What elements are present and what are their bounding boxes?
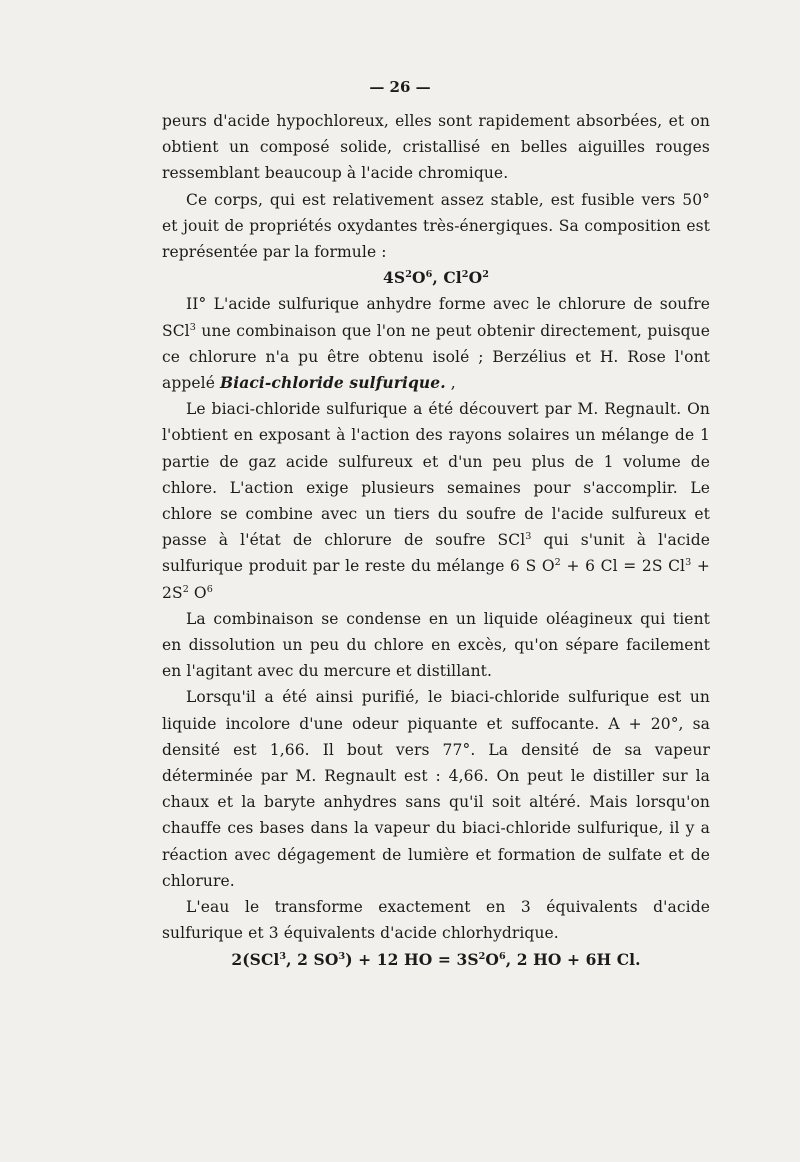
paragraph-7: L'eau le transforme exactement en 3 équivalents d'acide sulfurique et 3 équivalents d'acide chlorhydrique. bbox=[162, 898, 710, 943]
formula-2: 2(SCl$^3$, 2 $SO^3) + 12$ HO = $3S^2O^6$, 2 HO + 6H Cl. bbox=[231, 949, 641, 969]
paragraph-3: II° L'acide sulfurique anhydre forme avec le chlorure de soufre SCl$^3$ une combinaison que l'on ne peut obtenir directement, puisque ce chlorure n'a pu être obtenu isolé ; Berzélius et H. Rose l'ont appelé Biaci-chloride sulfurique. , bbox=[162, 295, 710, 393]
paragraph-4: Le biaci-chloride sulfurique a été découvert par M. Regnault. On l'obtient en exposant à l'action des rayons solaires un mélange de 1 partie de gaz acide sulfureux et d'un peu plus de 1 volume de chlore. L'action exige plusieurs semaines pour s'accomplir. Le chlore se combine avec un tiers du soufre de l'acide sulfureux et passe à l'état de chlorure de soufre SCl$^3$ qui s'unit à l'acide sulfurique produit par le reste du mélange 6 S $O^2 + 6$ Cl = 2S $Cl^3 + 2S^2$ $O^6$ bbox=[162, 400, 710, 602]
paragraph-5: La combinaison se condense en un liquide oléagineux qui tient en dissolution un peu du chlore en excès, qu'on sépare facilement en l'agitant avec du mercure et distillant. bbox=[162, 609, 710, 681]
paragraph-2: Ce corps, qui est relativement assez stable, est fusible vers 50° et jouit de propriétés oxydantes très-énergiques. Sa composition est représentée par la formule : bbox=[162, 190, 710, 262]
paragraph-1: peurs d'acide hypochloreux, elles sont rapidement absorbées, et on obtient un composé solide, cristallisé en belles aiguilles rouges ressemblant beaucoup à l'acide chromique. bbox=[162, 112, 710, 183]
page-number: — 26 — bbox=[369, 78, 431, 96]
paragraph-6: Lorsqu'il a été ainsi purifié, le biaci-chloride sulfurique est un liquide incolore d'une odeur piquante et suffocante. A + 20°, sa densité est 1,66. Il bout vers 77°. La densité de sa vapeur déterminée par M. Regnault est : 4,66. On peut le distiller sur la chaux et la baryte anhydres sans qu'il soit altéré. Mais lorsqu'on chauffe ces bases dans la vapeur du biaci-chloride sulfurique, il y a réaction avec dégagement de lumière et formation de sulfate et de chlorure. bbox=[162, 688, 710, 890]
body-text bbox=[162, 108, 710, 973]
term-italic: Biaci-chloride sulfurique. bbox=[220, 373, 446, 393]
formula-1: $4S^2O^6$, $Cl^2O^2$ bbox=[383, 268, 489, 288]
